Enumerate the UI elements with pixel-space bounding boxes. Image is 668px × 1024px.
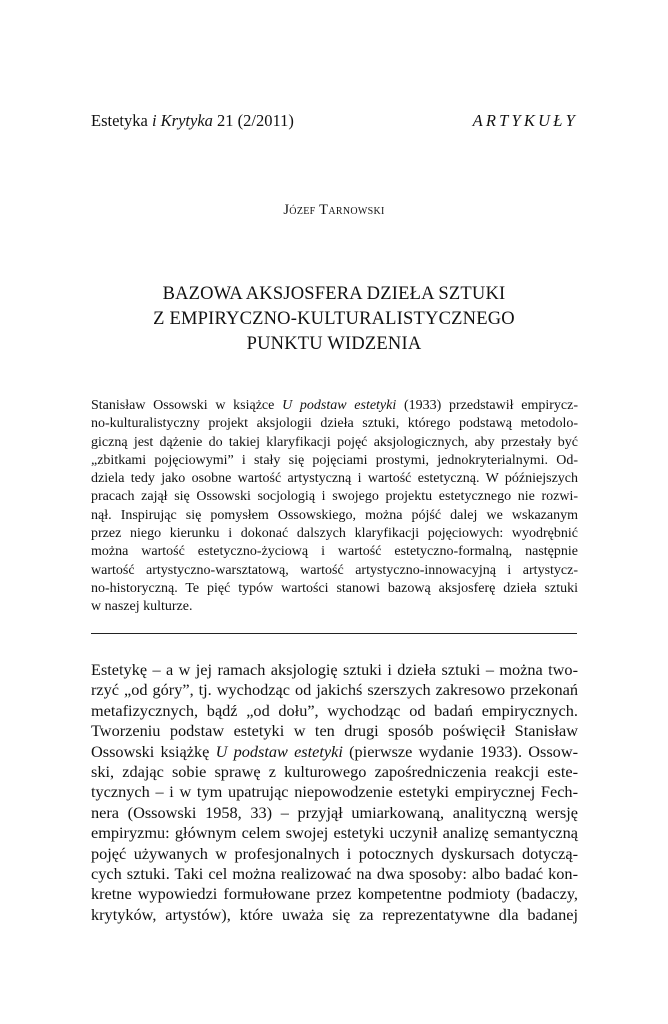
- book-title-italic: U podstaw estetyki: [215, 741, 343, 761]
- title-line: PUNKTU WIDZENIA: [246, 334, 422, 354]
- body-line: Tworzeniu podstaw estetyki w ten drugi sposób poświęcił Stanisław: [91, 721, 578, 741]
- body-text-run: Ossowski książkę: [91, 741, 216, 761]
- journal-name: Estetyka: [91, 111, 152, 130]
- abstract-line: no-kulturalistyczny projekt aksjologii dzieła sztuki, którego podstawą metodolo-: [91, 416, 578, 432]
- body-line: krytyków, artystów), które uważa się za reprezentatywne dla badanej: [91, 904, 578, 924]
- abstract: [91, 397, 578, 617]
- abstract-line: pracach zajął się Ossowski socjologią i swojego projektu estetycznego nie rozwi-: [91, 489, 578, 505]
- abstract-line: można wartość estetyczno-życiową i wartość estetyczno-formalną, następnie: [91, 544, 578, 560]
- abstract-line: giczną jest dążenie do takiej klaryfikacji pojęć aksjologicznych, aby przestały być: [91, 434, 578, 450]
- body-line: metafizycznych, bądź „od dołu”, wychodząc od badań empirycznych.: [91, 700, 578, 720]
- title-line: Z EMPIRYCZNO-KULTURALISTYCZNEGO: [153, 309, 515, 329]
- author-first-rest: ózef: [289, 202, 316, 218]
- body-line: nera (Ossowski 1958, 33) – przyjął umiarkowaną, analityczną wersję: [91, 802, 578, 822]
- author-name: [0, 202, 668, 219]
- separator-rule: [91, 633, 577, 634]
- book-title-italic: U podstaw estetyki: [282, 398, 397, 413]
- body-text: [91, 660, 578, 925]
- body-line: rzyć „od góry”, tj. wychodząc od jakichś szerszych zakresowo przekonań: [91, 680, 578, 700]
- abstract-line: w naszej kulturze.: [91, 599, 193, 615]
- abstract-line: wartość artystyczno-warsztatową, wartość artystyczno-innowacyjną i artystycz-: [91, 562, 578, 578]
- section-label: ARTYKUŁY: [472, 111, 578, 130]
- body-line: [91, 742, 578, 762]
- body-line: pojęć używanych w profesjonalnych i potocznych dyskursach dotyczą-: [91, 843, 578, 863]
- abstract-text: Stanisław Ossowski w książce: [91, 398, 283, 413]
- abstract-text: (1933) przedstawił empirycz-: [396, 398, 578, 413]
- author-last-initial: T: [319, 202, 329, 218]
- journal-issue: 21 (2/2011): [212, 111, 294, 130]
- abstract-line: dziela tedy jako osobne wartość artystyczną i wartość estetyczną. W późniejszych: [91, 471, 578, 487]
- abstract-line: przez niego kierunku i dokonać dalszych klaryfikacji pojęciowych: wyodrębnić: [91, 526, 578, 542]
- body-text-run: (pierwsze wydanie 1933). Ossow-: [342, 741, 578, 761]
- body-line: Estetykę – a w jej ramach aksjologię sztuki i dzieła sztuki – można two-: [91, 660, 578, 679]
- body-line: cych sztuki. Taki cel można realizować na dwa sposoby: albo badać kon-: [91, 863, 578, 883]
- abstract-line: „zbitkami pojęciowymi” i stały się pojęciami prostymi, jednokryterialnymi. Od-: [91, 452, 578, 468]
- abstract-line: [91, 397, 578, 415]
- journal-citation: [91, 111, 294, 131]
- article-title: [60, 282, 608, 357]
- title-line: BAZOWA AKSJOSFERA DZIEŁA SZTUKI: [162, 284, 506, 304]
- body-line: kretne wypowiedzi formułowane przez kompetentne podmioty (badaczy,: [91, 884, 578, 904]
- body-line: empiryzmu: głównym celem swojej estetyki uczynił analizę semantyczną: [91, 823, 578, 843]
- body-line: tycznych – i w tym upatrując niepowodzenie estetyki empirycznej Fech-: [91, 782, 578, 802]
- author-last-rest: arnowski: [328, 202, 385, 218]
- author-first-initial: J: [283, 202, 290, 218]
- abstract-line: no-historyczną. Te pięć typów wartości stanowi bazową aksjosferę dzieła sztuki: [91, 580, 578, 596]
- journal-name-italic: i Krytyka: [151, 111, 213, 130]
- body-line: ski, zdając sobie sprawę z kulturowego zapośredniczenia reakcji este-: [91, 761, 578, 781]
- abstract-line: nął. Inspirując się pomysłem Ossowskiego, można pójść dalej we wskazanym: [91, 507, 578, 523]
